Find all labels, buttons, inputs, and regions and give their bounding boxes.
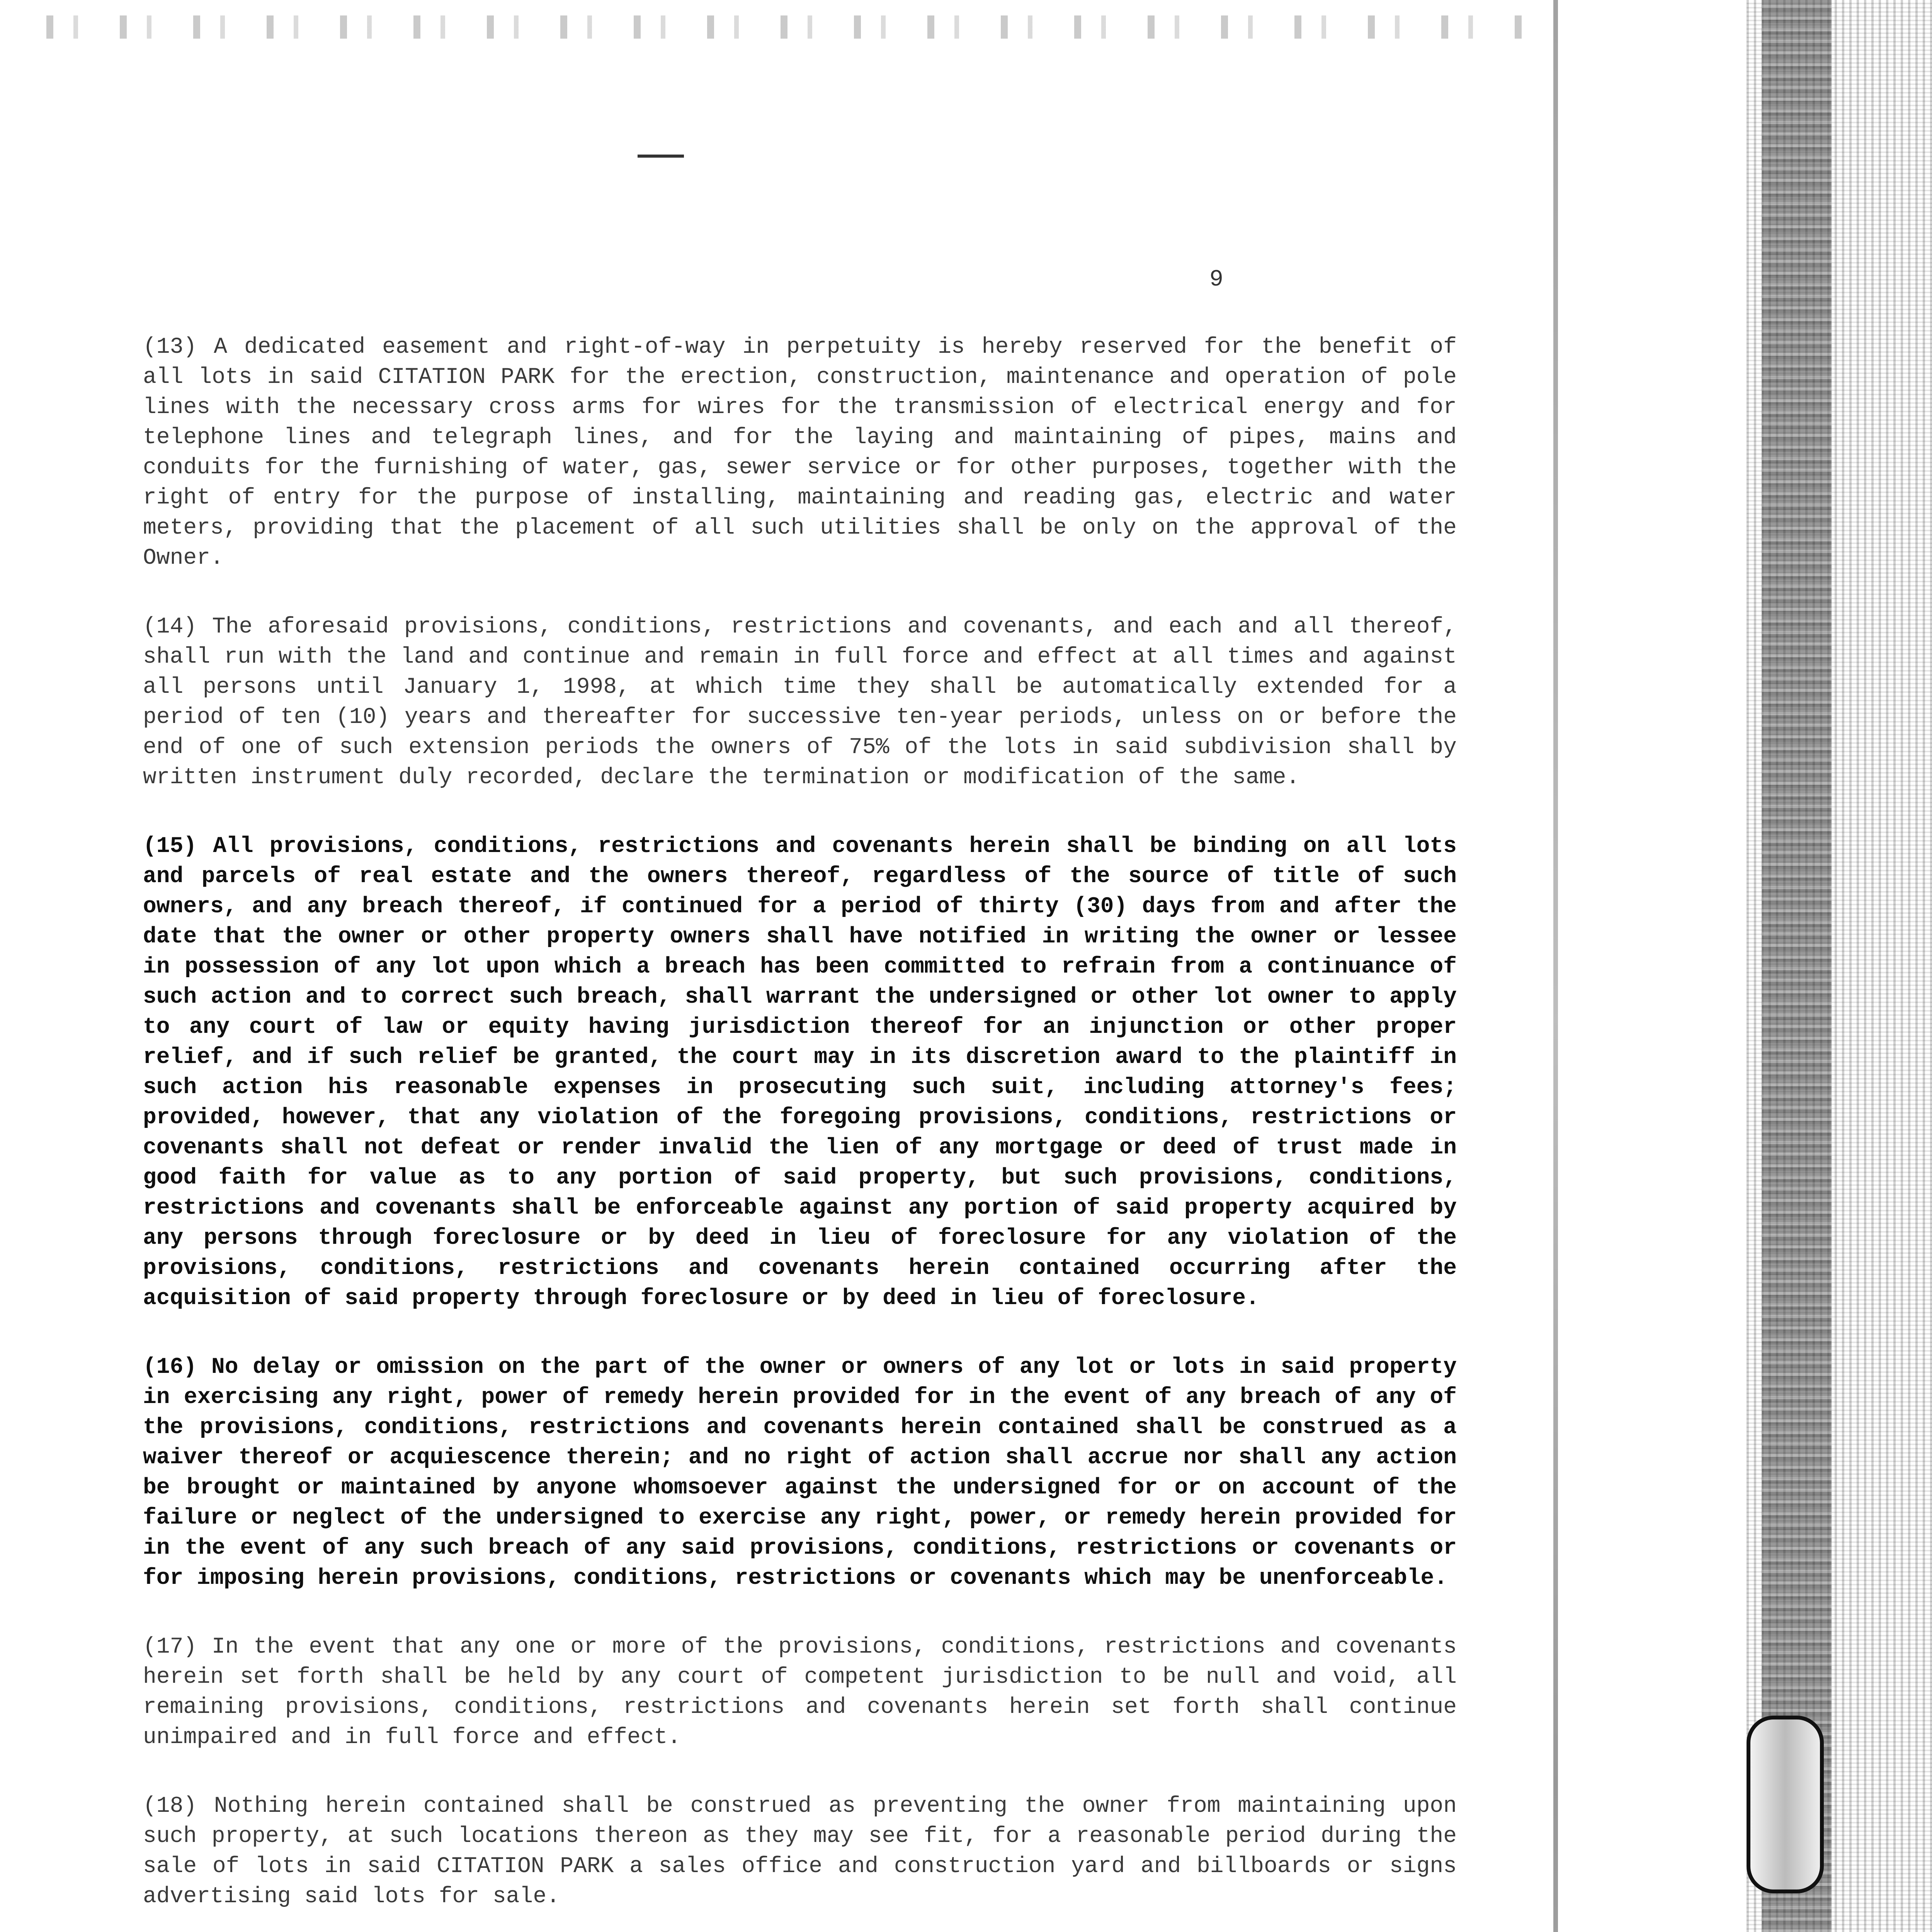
page-fold-line bbox=[1553, 0, 1558, 1932]
paragraph-13: (13) A dedicated easement and right-of-way in perpetuity is hereby reserved for the benefit of all lots in said CITATION PARK for the erection, construction, maintenance and operation of pole lines with the necessary cross arms for wires for the transmission of electrical energy and for telephone lines and telegraph lines, and for the laying and maintaining of pipes, mains and conduits for the furnishing of water, gas, sewer service or for other purposes, together with the right of entry for the purpose of installing, maintaining and reading gas, electric and water meters, providing that the placement of all such utilities shall be only on the approval of the Owner. bbox=[143, 335, 1457, 571]
scan-mark bbox=[638, 155, 684, 158]
scan-noise-top bbox=[46, 15, 1530, 39]
page-number-top: 9 bbox=[1209, 267, 1224, 293]
scan-edge-shadow bbox=[1762, 0, 1832, 1932]
paragraph-18: (18) Nothing herein contained shall be construed as preventing the owner from maintaining upon such property, at such locations thereon as they may see fit, for a reasonable period during the sale of lots in said CITATION PARK a sales office and construction yard and billboards or signs advertising said lots for sale. bbox=[143, 1794, 1457, 1909]
binder-clip-artifact bbox=[1747, 1716, 1824, 1893]
paragraph-15: (15) All provisions, conditions, restrictions and covenants herein shall be binding on all lots and parcels of real estate and the owners thereof, regardless of the source of title of such owners, and any breach thereof, if continued for a period of thirty (30) days from and after the date that the owner or other property owners shall have notified in writing the owner or lessee in possession of any lot upon which a breach has been committed to refrain from a continuance of such action and to correct such breach, shall warrant the undersigned or other lot owner to apply to any court of law or equity having jurisdiction thereof for an injunction or other proper relief, and if such relief be granted, the court may in its discretion award to the plaintiff in such action his reasonable expenses in prosecuting such suit, including attorney's fees; provided, however, that any violation of the foregoing provisions, conditions, restrictions or covenants shall not defeat or render invalid the lien of any mortgage or deed of trust made in good faith for value as to any portion of said property, but such provisions, conditions, restrictions and covenants shall be enforceable against any portion of said property acquired by any persons through foreclosure or by deed in lieu of foreclosure for any violation of the provisions, conditions, restrictions and covenants herein contained occurring after the acquisition of said property through foreclosure or by deed in lieu of foreclosure. bbox=[143, 834, 1457, 1311]
paragraph-14: (14) The aforesaid provisions, conditions, restrictions and covenants, and each and all thereof, shall run with the land and continue and remain in full force and effect at all times and against all persons until January 1, 1998, at which time they shall be automatically extended for a period of ten (10) years and thereafter for successive ten-year periods, unless on or before the end of one of such extension periods the owners of 75% of the lots in said subdivision shall by written instrument duly recorded, declare the termination or modification of the same. bbox=[143, 614, 1457, 790]
document-body bbox=[143, 332, 1457, 1932]
paragraph-17: (17) In the event that any one or more of the provisions, conditions, restrictions and covenants herein set forth shall be held by any court of competent jurisdiction to be null and void, all remaining provisions, conditions, restrictions and covenants herein set forth shall continue unimpaired and in full force and effect. bbox=[143, 1634, 1457, 1750]
paragraph-16: (16) No delay or omission on the part of the owner or owners of any lot or lots in said property in exercising any right, power of remedy herein provided for in the event of any breach of any of the provisions, conditions, restrictions and covenants herein contained shall be construed as a waiver thereof or acquiescence therein; and no right of action shall accrue nor shall any action be brought or maintained by anyone whomsoever against the undersigned for or on account of the failure or neglect of the undersigned to exercise any right, power, or remedy herein provided for in the event of any such breach of any said provisions, conditions, restrictions or covenants or for imposing herein provisions, conditions, restrictions or covenants which may be unenforceable. bbox=[143, 1355, 1457, 1591]
